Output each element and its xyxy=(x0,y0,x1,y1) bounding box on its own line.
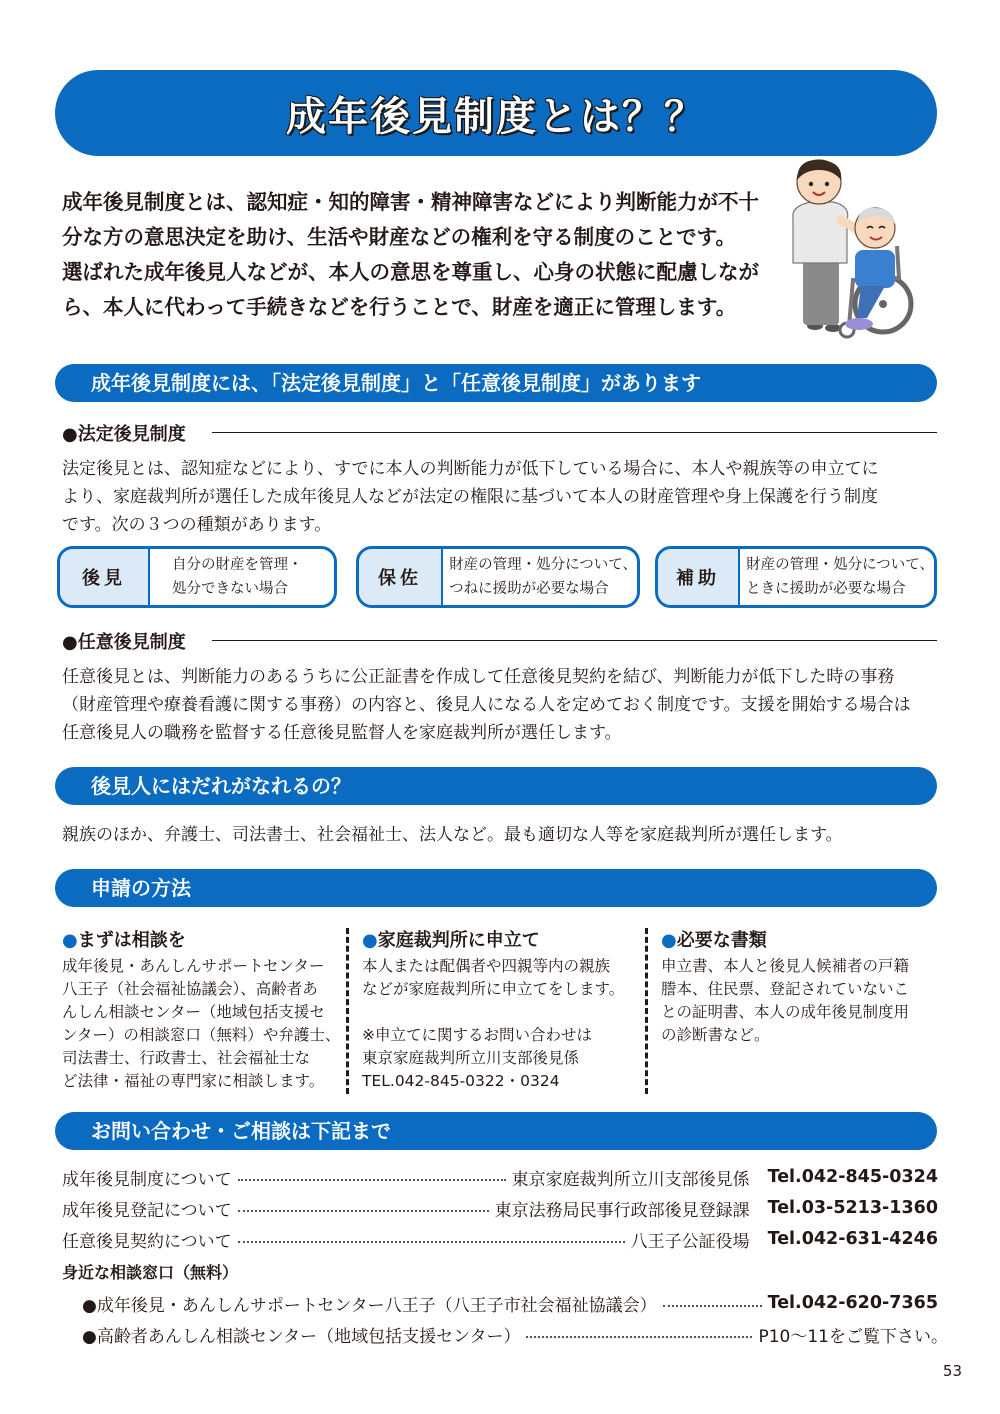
column-divider xyxy=(645,928,648,1094)
method-col-line: ど法律・福祉の専門家に相談します。 xyxy=(62,1072,325,1090)
type-desc-line: 財産の管理・処分について、 xyxy=(449,557,637,573)
leader-dots xyxy=(663,1305,762,1307)
method-col-line: 八王子（社会福祉協議会）、高齢者あ xyxy=(62,980,318,998)
page-number: 53 xyxy=(942,1362,962,1380)
contact-tel: Tel.042-845-0324 xyxy=(767,1167,938,1187)
type-label: 後見 xyxy=(60,549,150,605)
type-desc xyxy=(740,549,934,605)
leader-dots xyxy=(238,1210,489,1212)
intro-line: 選ばれた成年後見人などが、本人の意思を尊重し、心身の状態に配慮しなが xyxy=(62,260,759,284)
method-col-line: との証明書、本人の成年後見制度用 xyxy=(661,1003,910,1021)
method-col-line: などが家庭裁判所に申立てをします。 xyxy=(362,980,625,998)
contact-row xyxy=(62,1164,938,1190)
bullet-icon: ● xyxy=(661,930,677,951)
bullet-icon: ● xyxy=(362,930,378,951)
method-col-heading xyxy=(62,926,186,952)
section-header-who: 後見人にはだれがなれるの？ xyxy=(55,767,937,805)
method-col-line: 東京家庭裁判所立川支部後見係 xyxy=(362,1049,580,1067)
legal-text-line: 法定後見とは、認知症などにより、すでに本人の判断能力が低下している場合に、本人や親族等の申立てに xyxy=(62,459,879,479)
contact-label: 任意後見契約について xyxy=(62,1231,232,1252)
contact-label: 成年後見登記について xyxy=(62,1200,232,1221)
nearby-row xyxy=(82,1321,948,1347)
nearby-label: ●高齢者あんしん相談センター（地域包括支援センター） xyxy=(82,1326,521,1347)
voluntary-text-line: （財産管理や療養看護に関する事務）の内容と、後見人になる人を定めておく制度です。支援を開始する場合は xyxy=(62,695,911,715)
method-col-line: ンター）の相談窓口（無料）や弁護士、 xyxy=(62,1026,341,1044)
method-col-line: 本人または配偶者や四親等内の親族 xyxy=(362,957,611,975)
divider xyxy=(212,432,937,433)
method-col-line: 成年後見・あんしんサポートセンター xyxy=(62,957,325,975)
nearby-row xyxy=(82,1290,938,1316)
type-box-hosa xyxy=(356,546,640,608)
intro-line: ら、本人に代わって手続きなどを行うことで、財産を適正に管理します。 xyxy=(62,295,737,319)
contact-row xyxy=(62,1195,938,1221)
method-col-line: TEL.042-845-0322・0324 xyxy=(362,1072,560,1090)
leader-dots xyxy=(238,1179,506,1181)
page-title: 成年後見制度とは？？ xyxy=(286,93,706,140)
method-col-title: 家庭裁判所に申立て xyxy=(377,930,540,951)
column-divider xyxy=(346,928,349,1094)
method-col-line: んしん相談センター（地域包括支援セ xyxy=(62,1003,325,1021)
contact-tel: Tel.042-631-4246 xyxy=(767,1229,938,1249)
type-box-kouken xyxy=(57,546,337,608)
intro-line: 成年後見制度とは、認知症・知的障害・精神障害などにより判断能力が不十 xyxy=(62,190,759,214)
type-desc-line: 財産の管理・処分について、 xyxy=(746,557,934,573)
method-col-heading xyxy=(661,926,767,952)
legal-guardianship-heading: ●法定後見制度 xyxy=(62,424,186,445)
nearby-heading: 身近な相談窓口（無料） xyxy=(62,1263,239,1282)
caregiver-wheelchair-illustration xyxy=(775,158,925,343)
voluntary-text-line: 任意後見人の職務を監督する任意後見監督人を家庭裁判所が選任します。 xyxy=(62,723,622,743)
section-header-systems: 成年後見制度には、「法定後見制度」と「任意後見制度」があります xyxy=(55,364,937,402)
type-desc-line: 処分できない場合 xyxy=(172,581,288,597)
contact-org: 八王子公証役場 xyxy=(630,1231,750,1252)
who-text: 親族のほか、弁護士、司法書士、社会福祉士、法人など。最も適切な人等を家庭裁判所が選任します。 xyxy=(62,825,843,845)
type-desc-line: つねに援助が必要な場合 xyxy=(449,581,609,597)
leader-dots xyxy=(238,1241,625,1243)
type-desc-line: 自分の財産を管理・ xyxy=(172,557,303,573)
method-col-title: 必要な書類 xyxy=(676,930,767,951)
type-box-hojo xyxy=(655,546,937,608)
method-col-line: 申立書、本人と後見人候補者の戸籍 xyxy=(661,957,910,975)
nearby-tel: Tel.042-620-7365 xyxy=(767,1293,938,1313)
leader-dots xyxy=(526,1336,752,1338)
type-desc xyxy=(150,549,334,605)
type-desc-line: ときに援助が必要な場合 xyxy=(746,581,906,597)
legal-text-line: です。次の３つの種類があります。 xyxy=(62,515,332,535)
title-banner xyxy=(55,70,937,156)
nearby-value: P10～11をご覧下さい。 xyxy=(758,1326,948,1347)
voluntary-guardianship-heading: ●任意後見制度 xyxy=(62,632,186,653)
type-label: 補助 xyxy=(658,549,740,605)
section-header-method: 申請の方法 xyxy=(55,869,937,907)
divider xyxy=(212,640,937,641)
method-col-title: まずは相談を xyxy=(77,930,186,951)
type-desc xyxy=(443,549,637,605)
method-col-heading xyxy=(362,926,540,952)
legal-text-line: より、家庭裁判所が選任した成年後見人などが法定の権限に基づいて本人の財産管理や身上保護を行う制度 xyxy=(62,487,878,507)
contact-org: 東京家庭裁判所立川支部後見係 xyxy=(511,1169,750,1190)
contact-org: 東京法務局民事行政部後見登録課 xyxy=(494,1200,750,1221)
method-col-line: 司法書士、行政書士、社会福祉士な xyxy=(62,1049,311,1067)
voluntary-text-line: 任意後見とは、判断能力のあるうちに公正証書を作成して任意後見契約を結び、判断能力が低下した時の事務 xyxy=(62,667,895,687)
method-col-line: ※申立てに関するお問い合わせは xyxy=(362,1026,592,1044)
bullet-icon: ● xyxy=(62,930,78,951)
contact-row xyxy=(62,1226,938,1252)
contact-tel: Tel.03-5213-1360 xyxy=(767,1198,938,1218)
section-header-contact: お問い合わせ・ご相談は下記まで xyxy=(55,1112,937,1150)
contact-label: 成年後見制度について xyxy=(62,1169,232,1190)
intro-line: 分な方の意思決定を助け、生活や財産などの権利を守る制度のことです。 xyxy=(62,225,737,249)
nearby-label: ●成年後見・あんしんサポートセンター八王子（八王子市社会福祉協議会） xyxy=(82,1295,657,1316)
method-col-line: の診断書など。 xyxy=(661,1026,770,1044)
method-col-line: 謄本、住民票、登記されていないこ xyxy=(661,980,910,998)
type-label: 保佐 xyxy=(359,549,443,605)
